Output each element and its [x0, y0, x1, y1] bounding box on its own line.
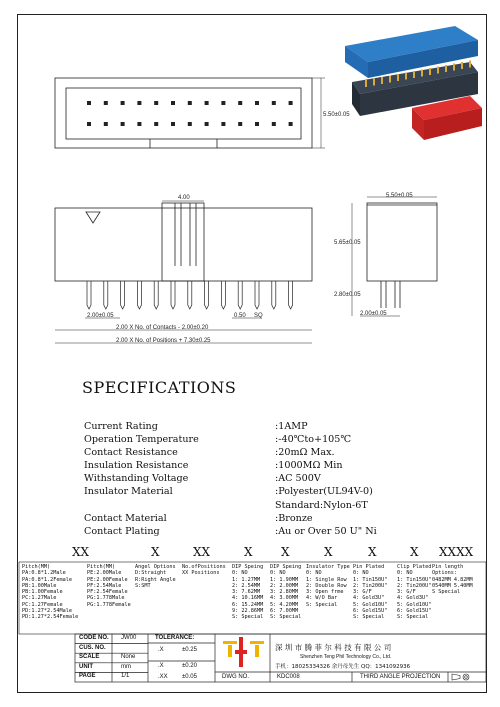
option-item: 6: Gold15U" [353, 608, 388, 615]
option-item: 3: Open frme [306, 589, 344, 596]
option-item: S: Special [397, 614, 429, 621]
option-column [432, 564, 473, 595]
projection-icon [452, 674, 469, 680]
spec-value: Standard:Nylon-6T [275, 500, 368, 511]
pin-hole [87, 101, 91, 105]
photo-pin [453, 64, 455, 71]
pin-lead [104, 281, 108, 309]
option-item: 3: G/F [397, 589, 416, 596]
option-item: 6: 7.00MM [270, 608, 299, 615]
option-item: 4: W/O Bar [306, 595, 338, 602]
photo-pin [461, 62, 463, 69]
option-item: R:Right Angle [135, 576, 176, 583]
option-item: 1: Tin150U" [397, 576, 432, 583]
option-column [397, 564, 431, 621]
dim-top-height: 5.50±0.05 [323, 112, 350, 118]
pin-hole [272, 122, 276, 126]
photo-pin [381, 77, 383, 84]
company-contact: 手机：18025334326 余丹母先生 QQ：1341092936 [275, 664, 411, 670]
tolerance-label: TOLERANCE: [155, 635, 195, 641]
tolerance-key: .X [158, 647, 164, 653]
company-logo [223, 637, 264, 667]
title-block-label: CODE NO. [79, 635, 109, 641]
dim-contacts: 2.00 X No. of Contacts - 2.00±0.20 [116, 325, 209, 331]
projection-label: THIRD ANGLE PROJECTION [360, 674, 441, 680]
option-column [135, 564, 176, 589]
option-item: 4: 10.16MM [232, 595, 264, 602]
code-segment: X [324, 545, 333, 559]
pin-lead [137, 281, 141, 309]
top-view-body [55, 78, 312, 148]
option-item: PA:0.8*1.2Female [22, 576, 72, 583]
pin-hole [137, 122, 141, 126]
title-block-value: JW00 [121, 635, 137, 641]
option-item: PC:1.27Female [22, 601, 63, 608]
option-header: DIP Speing [232, 564, 264, 570]
option-item: S: Special [270, 614, 302, 621]
pin-lead [171, 281, 175, 309]
pin-lead [272, 281, 276, 309]
option-item: PD:1.27*2.54Female [22, 614, 79, 621]
tolerance-key: .X [158, 663, 164, 669]
option-item: 2: 2.00MM [270, 582, 299, 589]
pin-hole [188, 122, 192, 126]
photo-pin [397, 74, 399, 81]
pin-hole [238, 122, 242, 126]
title-block-value: None [121, 654, 136, 661]
spec-value: :20mΩ Max. [275, 447, 335, 458]
option-header: Pin Plated [353, 564, 385, 570]
option-item: PE:2.00Female [87, 576, 128, 583]
option-item: S: Special [232, 614, 264, 621]
photo-pin [365, 80, 367, 87]
option-header: Insulator Type [306, 564, 350, 570]
title-block-label: UNIT [79, 663, 93, 670]
option-item: Options: [432, 570, 457, 577]
option-header: Pin length [432, 564, 464, 570]
tolerance-value: ±0.05 [182, 674, 197, 680]
option-column [232, 564, 263, 621]
option-item: 5: Gold10U" [353, 601, 388, 608]
dim-pin-height: 2.80±0.05 [334, 292, 361, 298]
spec-key: Insulation Resistance [84, 460, 189, 471]
option-item: D:Straight [135, 570, 167, 577]
code-segment: X [281, 545, 290, 559]
title-block-label: PAGE [79, 673, 96, 680]
option-column [87, 564, 131, 608]
option-column [353, 564, 387, 621]
spec-value: :Au or Over 50 U" Ni [275, 526, 377, 537]
option-item: 3: 2.80MM [270, 589, 299, 596]
option-item: 4: Gold3U" [397, 595, 429, 602]
pin-hole [121, 101, 125, 105]
pin-hole [289, 122, 293, 126]
side-view-body [367, 203, 437, 281]
front-view-body [55, 208, 312, 281]
option-item: PA:0.8*1.2Male [22, 570, 66, 577]
code-segment: XX [72, 545, 90, 559]
pin-lead [87, 281, 91, 309]
option-item: 2: Tin200U" [397, 582, 432, 589]
option-item: S: Special [306, 601, 338, 608]
option-item: 9: 22.86MM [232, 608, 264, 615]
spec-value: :AC 500V [275, 473, 321, 484]
option-header: Angel Options [135, 564, 176, 570]
pin-hole [205, 101, 209, 105]
pin-lead [188, 281, 192, 309]
option-item: 3: 7.62MM [232, 589, 261, 596]
pin-hole [255, 101, 259, 105]
option-item: 1: Single Row [306, 576, 347, 583]
option-header: Pitch(MM) [22, 564, 51, 570]
option-header: No.ofPositions [182, 564, 226, 570]
option-item: 4: 3.00MM [270, 595, 299, 602]
pin-hole [238, 101, 242, 105]
option-header: Clip Plated [397, 564, 432, 570]
pin-lead [255, 281, 259, 309]
dim-positions: 2.00 X No. of Positions + 7.30±0.25 [116, 338, 211, 344]
dimension-text [87, 112, 413, 344]
option-item: XX Positions [182, 570, 220, 577]
photo-pin [413, 71, 415, 78]
pin-hole [137, 101, 141, 105]
dim-side-width: 5.50±0.05 [386, 193, 413, 199]
tolerance-key: .XX [158, 674, 168, 680]
spec-value: :1000MΩ Min [275, 460, 343, 471]
pin-hole [289, 101, 293, 105]
title-block-value: mm [121, 663, 131, 670]
code-segment: X [244, 545, 253, 559]
pin-lead [154, 281, 158, 309]
pin-hole [171, 122, 175, 126]
pin-hole [221, 101, 225, 105]
dim-side-height: 5.65±0.05 [334, 240, 361, 246]
pin-lead [221, 281, 225, 309]
option-item: 1: Tin150U" [353, 576, 388, 583]
pin-hole [154, 122, 158, 126]
photo-pin [469, 61, 471, 68]
code-segment: XX [193, 545, 211, 559]
photo-pin [421, 70, 423, 77]
option-item: PG:1.778Male [87, 595, 125, 602]
option-item: S: Special [353, 614, 385, 621]
option-item: PF:2.54Female [87, 589, 128, 596]
option-item: 0: NO [306, 570, 322, 577]
option-item: PG:1.778Female [87, 601, 131, 608]
spec-value: :1AMP [275, 421, 308, 432]
option-column [306, 564, 350, 608]
spec-value: :Bronze [275, 513, 313, 524]
option-column [270, 564, 301, 621]
option-item: S:SMT [135, 582, 151, 589]
option-item: 3: G/F [353, 589, 372, 596]
dim-pin-width: 0.50 [234, 313, 246, 319]
option-item: PB:1.00Female [22, 589, 63, 596]
spec-key: Insulator Material [84, 486, 173, 497]
option-item: 5: Gold10U" [397, 601, 432, 608]
option-item: 0: NO [353, 570, 369, 577]
code-segment: XXXX [439, 545, 474, 559]
spec-key: Contact Material [84, 513, 167, 524]
spec-key: Contact Plating [84, 526, 160, 537]
option-item: PF:2.54Male [87, 582, 122, 589]
pin-lead [121, 281, 125, 309]
option-item: 0: NO [397, 570, 413, 577]
spec-key: Contact Resistance [84, 447, 178, 458]
option-item: 0: NO [270, 570, 286, 577]
pin-lead [205, 281, 209, 309]
pin-hole [205, 122, 209, 126]
pin-hole [154, 101, 158, 105]
spec-value: :-40℃to+105℃ [275, 434, 352, 445]
pin-hole [104, 101, 108, 105]
pin-lead [238, 281, 242, 309]
option-item: PC:1.27Male [22, 595, 57, 602]
title-block-value: 1/1 [121, 673, 130, 680]
pin-hole [221, 122, 225, 126]
option-item: S Special [432, 589, 461, 596]
option-header: Pitch(MM) [87, 564, 116, 570]
dim-pitch-top: 4.00 [178, 195, 190, 201]
top-view-inner [66, 88, 301, 139]
dim-pin-sq: SQ [254, 313, 263, 319]
option-column [22, 564, 78, 621]
photo-pin [389, 76, 391, 83]
dwg-label: DWG NO. [222, 674, 249, 680]
code-segment: X [410, 545, 419, 559]
option-item: 2: Double Row [306, 582, 347, 589]
option-item: PD:1.27*2.54Male [22, 608, 72, 615]
photo-pin [445, 65, 447, 72]
pin-hole [272, 101, 276, 105]
product-photo [345, 26, 482, 140]
spec-key: Operation Temperature [84, 434, 199, 445]
photo-pin [437, 67, 439, 74]
option-item: PE:2.00Male [87, 570, 122, 577]
option-item: 5: 4.20MM [270, 601, 299, 608]
option-header: DIP Speing [270, 564, 302, 570]
code-segment: X [368, 545, 377, 559]
pin-hole [188, 101, 192, 105]
pin-hole [87, 122, 91, 126]
company-name-en: Shenzhen Teng Phil Technology Co., Ltd. [300, 654, 392, 660]
option-item: 0482MM 4.82MM [432, 576, 473, 583]
option-item: 4: Gold3U" [353, 595, 385, 602]
pin-hole [255, 122, 259, 126]
pin-hole [171, 101, 175, 105]
option-item: 1: 1.27MM [232, 576, 261, 583]
company-name-cn: 深 圳 市 腾 菲 尔 科 技 有 限 公 司 [275, 643, 392, 652]
dim-pitch-bottom: 2.00±0.05 [87, 313, 114, 319]
option-item: 6: Gold15U" [397, 608, 432, 615]
option-column [182, 564, 226, 577]
option-item: 0: NO [232, 570, 248, 577]
pin-hole [104, 122, 108, 126]
pin-lead [289, 281, 293, 309]
tolerance-value: ±0.25 [182, 647, 197, 653]
option-item: 0540MM 5.40MM [432, 582, 473, 589]
spec-key: Withstanding Voltage [84, 473, 189, 484]
title-block-label: CUS. NO. [79, 644, 106, 651]
tolerance-value: ±0.20 [182, 663, 197, 669]
option-item: PB:1.00Male [22, 582, 57, 589]
code-segment: X [151, 545, 160, 559]
dwg-value: KDC008 [277, 674, 300, 680]
spec-value: :Polyester(UL94V-0) [275, 486, 373, 497]
title-block-label: SCALE [79, 654, 100, 661]
dim-side-pitch: 2.00±0.05 [360, 311, 387, 317]
option-item: 2: 2.54MM [232, 582, 261, 589]
option-item: 6: 15.24MM [232, 601, 264, 608]
option-item: 2: Tin200U" [353, 582, 388, 589]
pin-hole [121, 122, 125, 126]
photo-pin [405, 73, 407, 80]
spec-key: Current Rating [84, 421, 158, 432]
spec-title: SPECIFICATIONS [82, 378, 237, 397]
photo-pin [429, 68, 431, 75]
option-item: 1: 1.90MM [270, 576, 299, 583]
photo-pin [373, 79, 375, 86]
